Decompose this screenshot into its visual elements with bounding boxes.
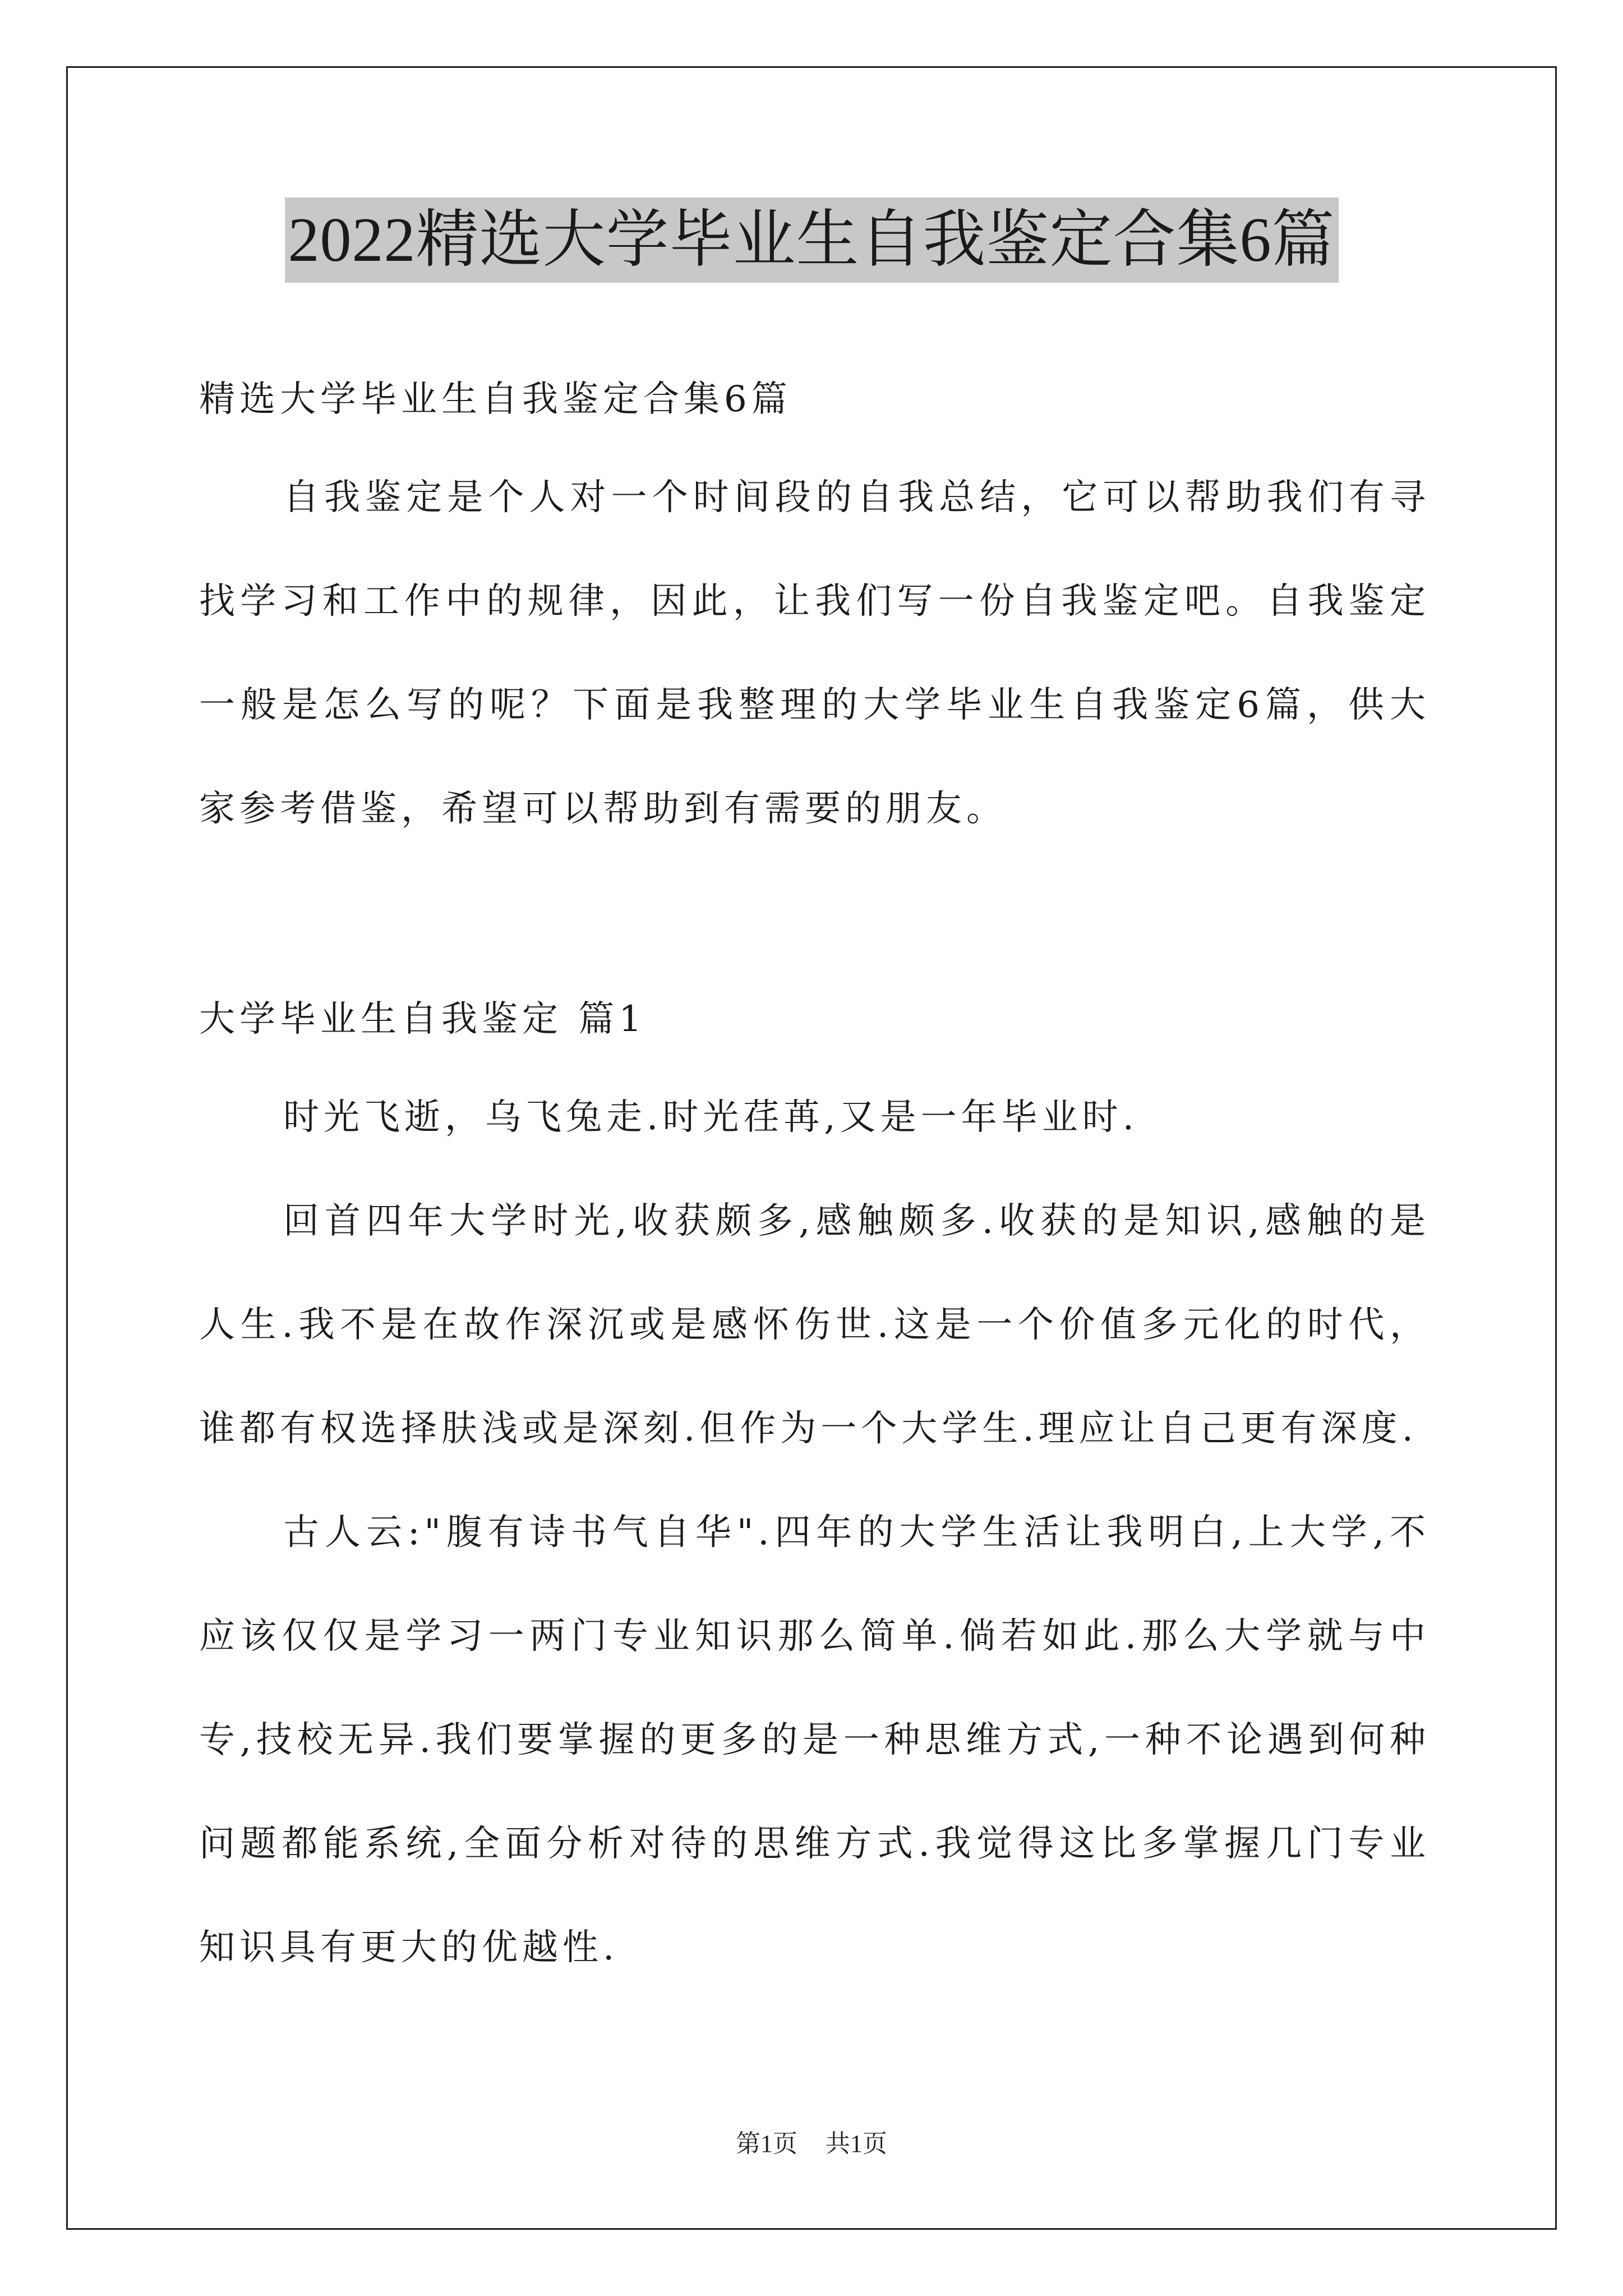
body-paragraph-3: 古人云:"腹有诗书气自华".四年的大学生活让我明白,上大学,不应该仅仅是学习一两门专业知识那么简单.倘若如此.那么大学就与中专,技校无异.我们要掌握的更多的是一种思维方式,一种不论遇到何种问题都能系统,全面分析对待的思维方式.我觉得这比多掌握几门专业知识具有更大的优越性. bbox=[199, 1512, 1430, 1968]
body-paragraph-1: 时光飞逝，乌飞兔走.时光荏苒,又是一年毕业时. bbox=[283, 1097, 1139, 1138]
page-footer bbox=[0, 2123, 1623, 2159]
page-total: 共1页 bbox=[826, 2130, 887, 2157]
title-container bbox=[0, 197, 1623, 283]
body-paragraph-2: 回首四年大学时光,收获颇多,感触颇多.收获的是知识,感触的是人生.我不是在故作深沉或是感怀伤世.这是一个价值多元化的时代，谁都有权选择肤浅或是深刻.但作为一个大学生.理应让自己更有深度. bbox=[199, 1200, 1430, 1450]
intro-paragraph: 自我鉴定是个人对一个时间段的自我总结，它可以帮助我们有寻找学习和工作中的规律，因此，让我们写一份自我鉴定吧。自我鉴定一般是怎么写的呢？下面是我整理的大学毕业生自我鉴定6篇，供大家参考借鉴，希望可以帮助到有需要的朋友。 bbox=[199, 477, 1430, 830]
document-subtitle: 精选大学毕业生自我鉴定合集6篇 bbox=[199, 379, 792, 420]
section-heading: 大学毕业生自我鉴定 篇1 bbox=[199, 999, 647, 1040]
page-number: 第1页 bbox=[736, 2130, 797, 2157]
document-title: 2022精选大学毕业生自我鉴定合集6篇 bbox=[285, 197, 1339, 283]
